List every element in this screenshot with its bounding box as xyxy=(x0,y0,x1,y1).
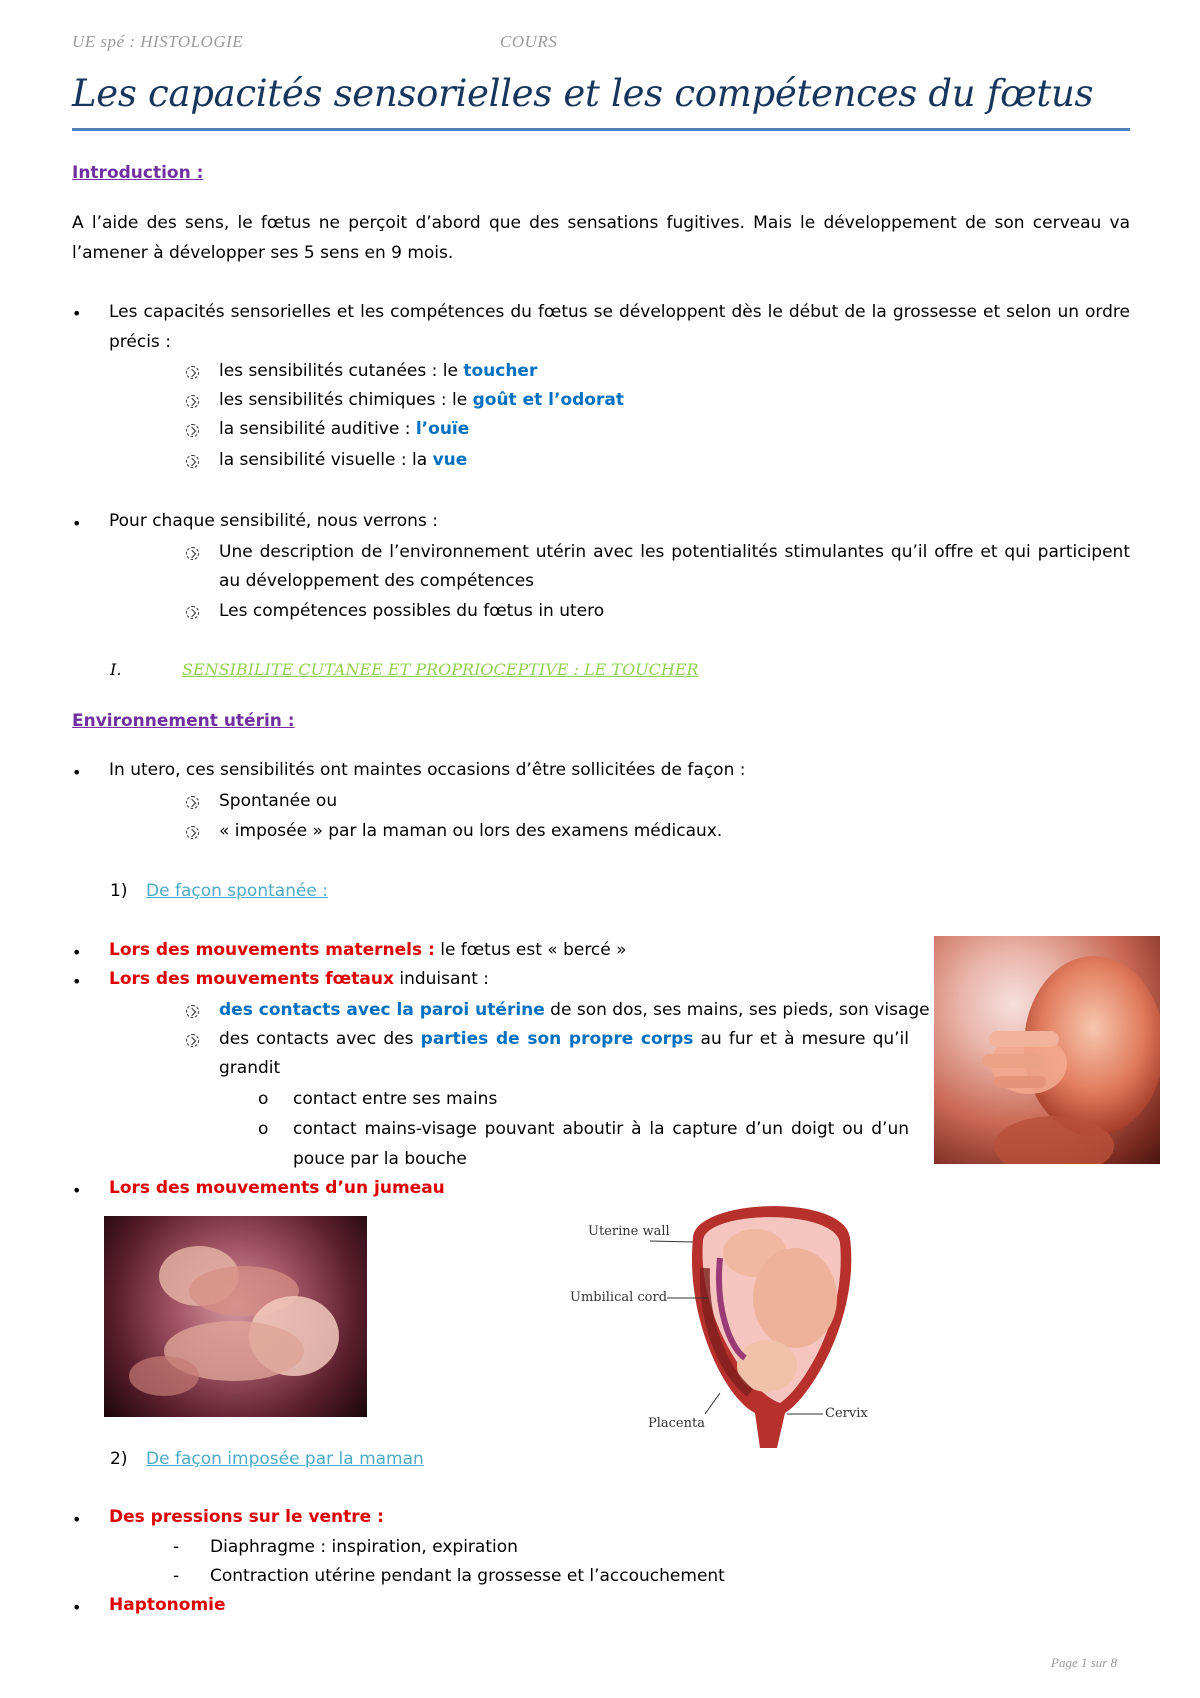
bullet-marker: • xyxy=(72,304,82,323)
intro-heading: Introduction : xyxy=(72,163,204,183)
own-body-contacts-item-line-1: des contacts avec des parties de son propre corps au fur et à mesure qu’il xyxy=(219,1029,909,1049)
dashed-circle-arrow-icon xyxy=(186,826,199,839)
section-title: SENSIBILITE CUTANEE ET PROPRIOCEPTIVE : LE TOUCHER xyxy=(182,660,699,679)
bullet2-item1-line-2: au développement des compétences xyxy=(219,571,535,591)
section-number: I. xyxy=(110,660,122,679)
header-type: COURS xyxy=(500,32,558,51)
dash-marker: - xyxy=(173,1566,180,1586)
environment-item-spontaneous: Spontanée ou xyxy=(219,791,338,811)
dashed-circle-arrow-icon xyxy=(186,606,199,619)
haptonomy-bullet: Haptonomie xyxy=(109,1595,226,1615)
subsection-imposed-title[interactable]: De façon imposée par la maman xyxy=(146,1449,424,1469)
maternal-movements-bullet: Lors des mouvements maternels : le fœtus est « bercé » xyxy=(109,940,627,960)
bullet2-line-1: Pour chaque sensibilité, nous verrons : xyxy=(109,511,438,531)
uterine-contraction-item: Contraction utérine pendant la grossesse et l’accouchement xyxy=(210,1566,725,1586)
bullet-marker: • xyxy=(72,1598,82,1617)
bullet-marker: • xyxy=(72,972,82,991)
sense-item-hearing: la sensibilité auditive : l’ouïe xyxy=(219,419,470,439)
dashed-circle-arrow-icon xyxy=(186,366,199,379)
hands-face-contact-line-2: pouce par la bouche xyxy=(293,1149,467,1169)
diagram-label-placenta: Placenta xyxy=(648,1416,705,1431)
sub-bullet-marker: o xyxy=(258,1119,269,1139)
bullet2-item2: Les compétences possibles du fœtus in utero xyxy=(219,601,605,621)
diagram-label-umbilical-cord: Umbilical cord xyxy=(570,1290,668,1305)
diagram-label-cervix: Cervix xyxy=(825,1406,868,1421)
fetus-thumb-sucking-photo xyxy=(934,936,1160,1164)
own-body-contacts-item-line-2: grandit xyxy=(219,1058,281,1078)
dashed-circle-arrow-icon xyxy=(186,796,199,809)
fetal-movements-bullet: Lors des mouvements fœtaux induisant : xyxy=(109,969,489,989)
dashed-circle-arrow-icon xyxy=(186,395,199,408)
diagram-label-uterine-wall: Uterine wall xyxy=(588,1224,670,1239)
subsection-number: 2) xyxy=(110,1449,128,1469)
subsection-spontaneous-title[interactable]: De façon spontanée : xyxy=(146,881,329,901)
subsection-number: 1) xyxy=(110,881,128,901)
intro-line-2: l’amener à développer ses 5 sens en 9 mois. xyxy=(72,243,454,263)
page-title: Les capacités sensorielles et les compétences du fœtus xyxy=(72,72,1094,115)
dashed-circle-arrow-icon xyxy=(186,455,199,468)
header-subject: UE spé : HISTOLOGIE xyxy=(72,32,244,51)
bullet-marker: • xyxy=(72,1510,82,1529)
hands-face-contact-line-1: contact mains-visage pouvant aboutir à la capture d’un doigt ou d’un xyxy=(293,1119,909,1139)
bullet1-line-2: précis : xyxy=(109,332,171,352)
belly-pressure-bullet: Des pressions sur le ventre : xyxy=(109,1507,384,1527)
bullet-marker: • xyxy=(72,763,82,782)
dashed-circle-arrow-icon xyxy=(186,547,199,560)
dashed-circle-arrow-icon xyxy=(186,1005,199,1018)
uterus-diagram xyxy=(555,1198,915,1460)
sub-bullet-marker: o xyxy=(258,1089,269,1109)
page-number: Page 1 sur 8 xyxy=(1051,1655,1118,1670)
bullet-marker: • xyxy=(72,943,82,962)
diaphragm-item: Diaphragme : inspiration, expiration xyxy=(210,1537,518,1557)
environment-bullet: In utero, ces sensibilités ont maintes occasions d’être sollicitées de façon : xyxy=(109,760,746,780)
dashed-circle-arrow-icon xyxy=(186,424,199,437)
bullet1-line-1: Les capacités sensorielles et les compétences du fœtus se développent dès le début de la grossesse et selon un ordre xyxy=(109,302,1130,322)
intro-line-1: A l’aide des sens, le fœtus ne perçoit d’abord que des sensations fugitives. Mais le développement de son cerveau va xyxy=(72,213,1130,233)
environment-heading: Environnement utérin : xyxy=(72,711,295,731)
uterine-wall-contacts-item: des contacts avec la paroi utérine de son dos, ses mains, ses pieds, son visage xyxy=(219,1000,930,1020)
hands-contact-item: contact entre ses mains xyxy=(293,1089,498,1109)
dash-marker: - xyxy=(173,1537,180,1557)
bullet-marker: • xyxy=(72,514,82,533)
sense-item-taste-smell: les sensibilités chimiques : le goût et l’odorat xyxy=(219,390,624,410)
twin-movements-bullet: Lors des mouvements d’un jumeau xyxy=(109,1178,445,1198)
environment-item-imposed: « imposée » par la maman ou lors des examens médicaux. xyxy=(219,821,723,841)
title-divider xyxy=(72,128,1130,131)
dashed-circle-arrow-icon xyxy=(186,1034,199,1047)
bullet-marker: • xyxy=(72,1181,82,1200)
sense-item-touch: les sensibilités cutanées : le toucher xyxy=(219,361,538,381)
twins-in-utero-photo xyxy=(104,1216,367,1417)
sense-item-vision: la sensibilité visuelle : la vue xyxy=(219,450,468,470)
bullet2-item1-line-1: Une description de l’environnement utérin avec les potentialités stimulantes qu’il offre et qui participent xyxy=(219,542,1130,562)
